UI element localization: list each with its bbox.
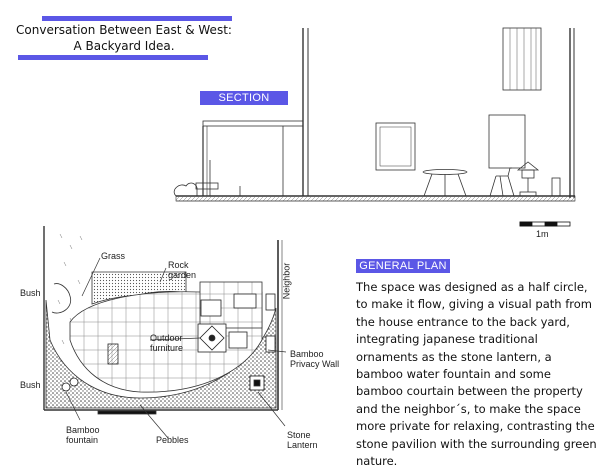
- label-bush-top: Bush: [20, 288, 41, 298]
- wall-frame-right: [489, 115, 525, 168]
- bush-shape: [174, 183, 197, 196]
- plan-drawing: [44, 226, 282, 414]
- label-stone-lantern: [287, 430, 318, 450]
- section-lantern: [518, 162, 538, 170]
- label-outdoor-furniture: [150, 333, 183, 353]
- label-outdoor-line2: furniture: [150, 343, 184, 353]
- label-bamboo-privacy-line1: Bamboo: [290, 349, 324, 359]
- section-drawing: [174, 28, 575, 201]
- label-grass: Grass: [101, 251, 126, 261]
- label-bamboo-fountain-line1: Bamboo: [66, 425, 100, 435]
- pergola-beam: [203, 121, 303, 126]
- tall-window: [503, 28, 541, 90]
- label-bamboo-fountain-line2: fountain: [66, 435, 99, 445]
- wall-frame-left: [376, 123, 415, 170]
- general-plan-label: GENERAL PLAN: [356, 259, 450, 273]
- label-bamboo-fountain: [66, 425, 100, 445]
- label-stone-line2: Lantern: [287, 440, 318, 450]
- section-scale-label: 1m: [536, 229, 549, 239]
- section-scale-bar: [520, 222, 570, 226]
- label-outdoor-line1: Outdoor: [150, 333, 183, 343]
- label-pebbles: Pebbles: [156, 435, 189, 445]
- label-rock-line2: garden: [168, 270, 197, 280]
- section-label: SECTION: [200, 91, 288, 105]
- label-bamboo-privacy-line2: Privacy Wall: [290, 359, 340, 369]
- section-chair: [490, 168, 514, 196]
- title-line-1: Conversation Between East & West:: [16, 23, 232, 37]
- label-rock-line1: Rock: [168, 260, 189, 270]
- label-bush-bottom: Bush: [20, 380, 41, 390]
- section-table: [423, 170, 467, 175]
- label-stone-line1: Stone: [287, 430, 311, 440]
- plan-description: The space was designed as a half circle, to make it flow, giving a visual path from the house entrance to the back yard, integrating japanese traditional ornaments as the stone lantern, a bamboo water fountain and some bamboo courtain between the property and the neighbor´s, to make the space more private for relaxing, contrasting the stone pavilion with the surrounding green nature.: [356, 280, 597, 469]
- label-bamboo-privacy-wall: [290, 349, 339, 369]
- title-line-2: A Backyard Idea.: [73, 39, 175, 53]
- label-neighbor: Neighbor: [281, 262, 292, 300]
- label-rock-garden: [168, 260, 196, 280]
